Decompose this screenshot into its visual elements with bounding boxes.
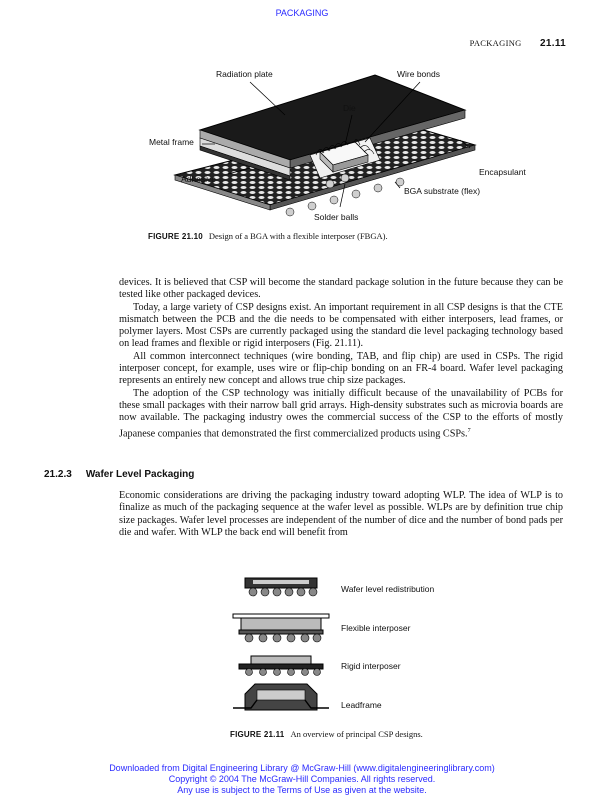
page-number: 21.11 — [540, 38, 566, 49]
figure-21-10-drawing — [140, 60, 540, 230]
paragraph-3: All common interconnect techniques (wire bonding, TAB, and flip chip) are used in CSPs. The rigid interposer concept, for example, uses wire or flip-chip bonding on an FR-4 board. Wafer level packaging represents an entirely new concept and allows true chip size packages. — [119, 350, 563, 387]
label-rigid-interposer: Rigid interposer — [341, 661, 401, 671]
csp-leadframe — [233, 684, 329, 710]
csp-flexible-interposer — [233, 614, 329, 642]
label-encapsulant: Encapsulant — [479, 167, 526, 177]
label-adhesive: Adhesive — [181, 174, 216, 184]
label-bga-substrate: BGA substrate (flex) — [404, 186, 481, 196]
label-metal-frame: Metal frame — [149, 137, 194, 147]
label-solder-balls: Solder balls — [314, 212, 359, 222]
figure-21-10-number: FIGURE 21.10 — [148, 232, 203, 241]
label-wafer-level: Wafer level redistribution — [341, 584, 435, 594]
section-body — [119, 490, 563, 539]
section-number: 21.2.3 — [44, 469, 72, 480]
label-leadframe: Leadframe — [341, 700, 382, 710]
label-radiation-plate: Radiation plate — [216, 69, 273, 79]
figure-21-10-caption — [148, 231, 388, 241]
paragraph-1: devices. It is believed that CSP will become the standard package solution in the future because they can be tested like other packaged devices. — [119, 277, 563, 301]
section-heading — [44, 469, 194, 480]
paragraph-4-text: The adoption of the CSP technology was initially difficult because of the unavailability of PCBs for these small packages with their narrow ball grid arrays. High-density substrates such as microvia boards are now available. The packaging industry owes the commercial success of the CSP to the efforts of mostly Japanese companies that demonstrated the first commercialized products using CSPs. — [119, 387, 563, 439]
footer — [0, 763, 604, 796]
running-head — [470, 38, 566, 49]
footer-download-link[interactable]: Downloaded from Digital Engineering Library @ McGraw-Hill (www.digitalengineeringlibrary.com) — [109, 763, 495, 773]
figure-21-11-number: FIGURE 21.11 — [230, 730, 285, 739]
label-die: Die — [343, 103, 356, 113]
csp-rigid-interposer — [239, 656, 323, 676]
label-flexible-interposer: Flexible interposer — [341, 623, 411, 633]
section-title: Wafer Level Packaging — [85, 469, 195, 480]
footnote-ref: 7 — [467, 427, 471, 434]
running-head-section: PACKAGING — [469, 38, 522, 48]
figure-21-10-text: Design of a BGA with a flexible interposer (FBGA). — [208, 231, 388, 241]
body-text — [119, 277, 563, 440]
csp-wafer-level — [245, 578, 317, 596]
footer-copyright: Copyright © 2004 The McGraw-Hill Companies. All rights reserved. — [168, 774, 436, 784]
section-paragraph: Economic considerations are driving the packaging industry toward adopting WLP. The idea of WLP is to finalize as much of the packaging sequence at the wafer level as possible. WLPs are by definition true chip size packages. Wafer level processes are independent of the number of dice and the number of bond pads per die and wafer. With WLP the back end will benefit from — [119, 490, 563, 538]
top-banner: PACKAGING — [275, 8, 329, 18]
figure-21-11-text: An overview of principal CSP designs. — [290, 729, 423, 739]
figure-21-11-drawing — [225, 572, 335, 722]
figure-21-11-caption — [230, 729, 423, 739]
paragraph-2: Today, a large variety of CSP designs exist. An important requirement in all CSP designs is that the CTE mismatch between the PCB and the die needs to be compensated with either interposers, lead frames, or polymer layers. Most CSPs are currently packaged using the standard die level packaging technology based on lead frames and flexible or rigid interposers (Fig. 21.11). — [119, 301, 563, 350]
paragraph-4 — [119, 388, 563, 441]
footer-terms-link[interactable]: Any use is subject to the Terms of Use as given at the website. — [177, 785, 427, 795]
label-wire-bonds: Wire bonds — [397, 69, 440, 79]
